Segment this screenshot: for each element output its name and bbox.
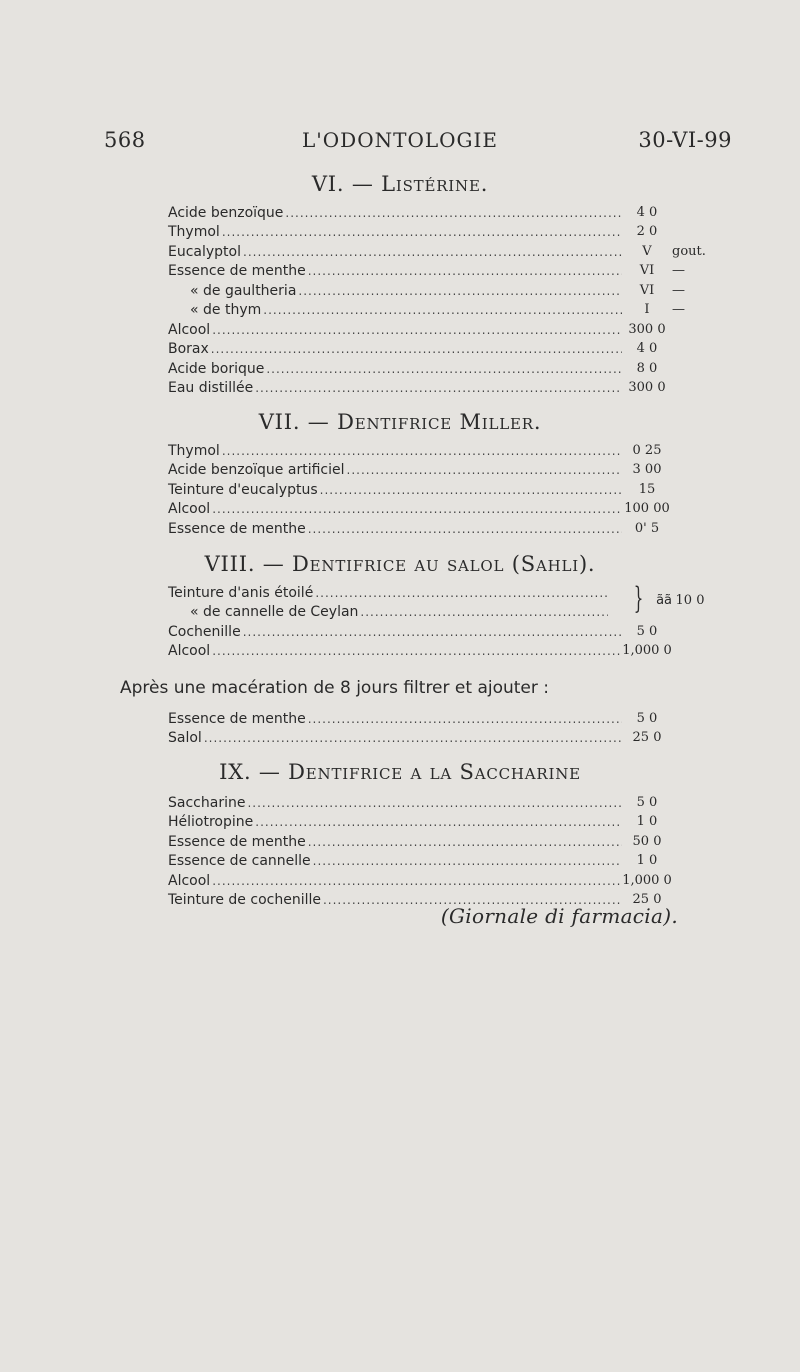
list-item: Alcool ..... 300 0 <box>168 319 708 339</box>
source-citation: (Giornale di farmacia). <box>440 904 678 928</box>
list-item: Acide benzoïque ..... 4 0 <box>168 202 708 222</box>
list-item: Alcool ..... 100 00 <box>168 499 708 519</box>
list-item: « de thym ..... I — <box>168 300 708 320</box>
list-item: Saccharine ..... 5 0 <box>168 792 708 812</box>
section-heading-vii: VII. — Dentifrice Miller. <box>258 410 542 434</box>
section-heading-ix: IX. — Dentifrice a la Saccharine <box>219 760 581 784</box>
brace-group <box>168 582 708 621</box>
list-item: Borax ..... 4 0 <box>168 339 708 359</box>
issue-date: 30-VI-99 <box>638 128 732 152</box>
list-item: « de cannelle de Ceylan ..... <box>168 602 708 622</box>
list-item: « de gaultheria ..... VI — <box>168 280 708 300</box>
running-title: L'ODONTOLOGIE <box>302 128 498 152</box>
list-item: Teinture d'eucalyptus ..... 15 <box>168 479 708 499</box>
list-item: Acide borique ..... 8 0 <box>168 358 708 378</box>
list-item: Héliotropine ..... 1 0 <box>168 812 708 832</box>
brace-quantity: 10 0 <box>675 593 705 608</box>
list-item: Essence de menthe ..... 50 0 <box>168 831 708 851</box>
brace-label: ãã <box>656 593 672 608</box>
list-item: Essence de menthe ..... 0' 5 <box>168 518 708 538</box>
list-item: Essence de cannelle ..... 1 0 <box>168 851 708 871</box>
formula-list-additions <box>168 708 708 747</box>
formula-list-vii <box>168 440 708 538</box>
list-item: Teinture d'anis étoilé ..... <box>168 582 708 602</box>
list-item: Eau distillée ..... 300 0 <box>168 378 708 398</box>
page-number: 568 <box>104 128 146 152</box>
list-item: Alcool ..... 1,000 0 <box>168 870 708 890</box>
list-item: Thymol ..... 2 0 <box>168 222 708 242</box>
list-item: Acide benzoïque artificiel ..... 3 00 <box>168 460 708 480</box>
list-item: Teinture de cochenille ..... 25 0 <box>168 890 708 910</box>
list-item: Essence de menthe ..... 5 0 <box>168 708 708 728</box>
list-item: Alcool ..... 1,000 0 <box>168 641 708 661</box>
instruction-paragraph: Après une macération de 8 jours filtrer et ajouter : <box>120 678 550 698</box>
formula-list-viii <box>168 582 708 660</box>
section-heading-vi: VI. — Listérine. <box>311 172 489 196</box>
list-item: Salol ..... 25 0 <box>168 728 708 748</box>
list-item: Essence de menthe ..... VI — <box>168 261 708 281</box>
list-item: Thymol ..... 0 25 <box>168 440 708 460</box>
formula-list-vi <box>168 202 708 397</box>
list-item: Cochenille ..... 5 0 <box>168 621 708 641</box>
list-item: Eucalyptol ..... V gout. <box>168 241 708 261</box>
section-heading-viii: VIII. — Dentifrice au salol (Sahli). <box>204 552 596 576</box>
formula-list-ix <box>168 792 708 909</box>
curly-brace: } <box>633 581 644 616</box>
